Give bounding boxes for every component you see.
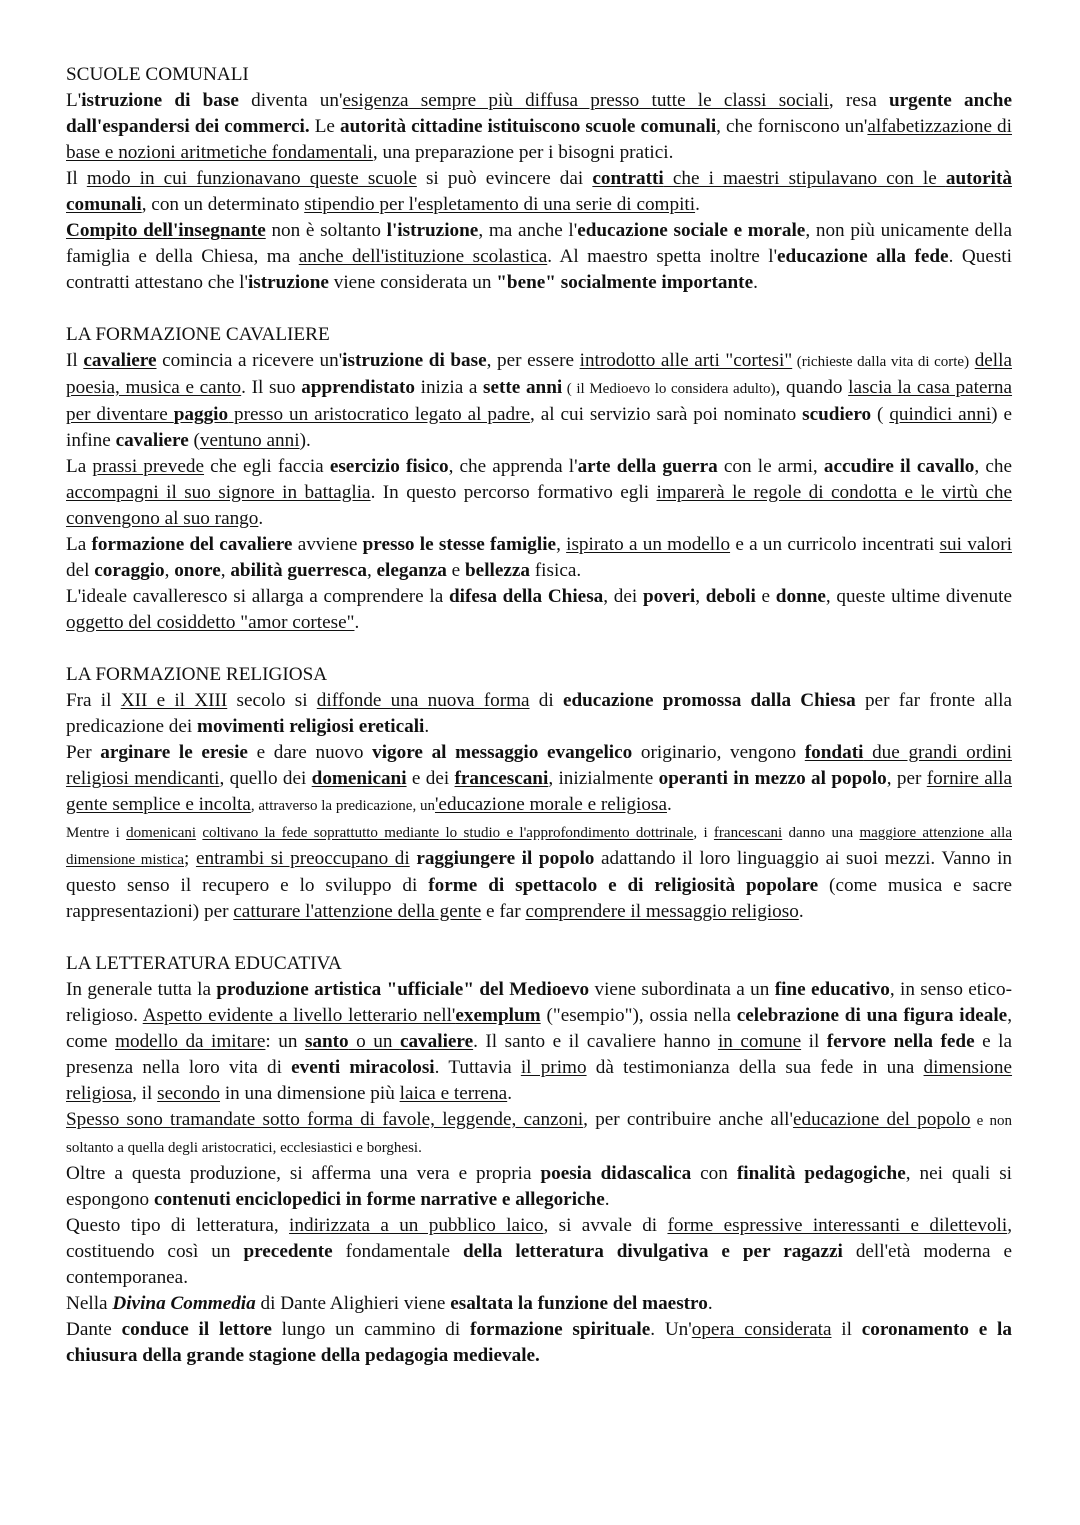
- text-run: L'ideale cavalleresco si allarga a comprendere la: [66, 586, 449, 607]
- text-run: lungo un cammino di: [271, 1319, 470, 1340]
- text-run: L': [66, 90, 82, 111]
- text-run: della poesia, musica e canto: [66, 350, 1012, 398]
- text-run: , i: [693, 825, 714, 841]
- text-run: dimensione religiosa: [66, 1057, 1013, 1104]
- text-run: . Il suo: [241, 377, 302, 398]
- text-run: per far fronte alla predicazione dei: [66, 690, 1012, 737]
- text-run: fervore nella fede: [826, 1031, 975, 1052]
- text-run: forme espressive interessanti e dilettevoli: [667, 1215, 1008, 1236]
- text-run: ) e infine: [66, 404, 1012, 451]
- text-run: esigenza sempre più diffusa presso tutte le classi sociali: [342, 90, 829, 111]
- text-run: Questo tipo di letteratura,: [66, 1215, 290, 1236]
- text-run: santo: [304, 1031, 349, 1052]
- text-run: : un: [265, 1031, 305, 1052]
- text-run: e: [446, 560, 465, 581]
- text-run: . Tuttavia: [434, 1057, 521, 1078]
- text-run: quindici anni: [889, 404, 992, 425]
- text-run: .: [798, 901, 804, 922]
- paragraph: [66, 88, 1012, 166]
- text-run: , che apprenda l': [448, 456, 578, 477]
- text-run: , costituendo così un: [66, 1215, 1012, 1262]
- text-run: , per: [886, 768, 927, 789]
- text-run: scudiero: [802, 404, 872, 425]
- text-run: Il: [66, 350, 84, 371]
- text-run: Spesso sono tramandate sotto forma di favole, leggende, canzoni: [66, 1109, 584, 1130]
- text-run: dà testimonianza della sua fede in una: [586, 1057, 924, 1078]
- text-run: operanti in mezzo al popolo: [658, 768, 887, 789]
- text-run: onore: [174, 560, 221, 581]
- text-run: , resa: [828, 90, 889, 111]
- text-run: francescani: [713, 825, 783, 841]
- text-run: , si avvale di: [543, 1215, 668, 1236]
- text-run: adattando il loro linguaggio ai suoi mezzi. Vanno in questo senso il recupero e lo sviluppo di: [66, 848, 1013, 896]
- text-run: educazione sociale e morale: [577, 220, 806, 241]
- section-heading: LA FORMAZIONE RELIGIOSA: [66, 664, 328, 685]
- text-run: fisica.: [530, 560, 582, 581]
- text-run: (: [188, 430, 200, 451]
- text-run: forme di spettacolo e di religiosità popolare: [428, 875, 819, 896]
- text-run: , attraverso la predicazione, un: [250, 798, 435, 814]
- text-run: , in senso etico-religioso.: [66, 979, 1012, 1026]
- text-run: e dare nuovo: [247, 742, 373, 763]
- text-run: accompagni il suo signore in battaglia: [66, 482, 371, 503]
- text-run: secolo si: [227, 690, 317, 711]
- text-run: deboli: [705, 586, 756, 607]
- text-run: in una dimensione più: [220, 1083, 400, 1104]
- text-run: eleganza: [376, 560, 447, 581]
- text-run: ,: [556, 534, 567, 555]
- text-run: produzione artistica "ufficiale" del: [216, 979, 510, 1000]
- text-run: coronamento e la chiusura della grande stagione della pedagogia medievale.: [66, 1319, 1012, 1366]
- text-run: sette anni: [483, 377, 563, 398]
- text-run: eventi miracolosi: [291, 1057, 435, 1078]
- text-run: e a un curricolo incentrati: [730, 534, 940, 555]
- text-run: presso le stesse famiglie: [362, 534, 557, 555]
- text-run: ,: [220, 560, 231, 581]
- text-run: di: [529, 690, 563, 711]
- text-run: comincia a ricevere un': [156, 350, 343, 371]
- text-run: esaltata la funzione del maestro: [450, 1293, 708, 1314]
- text-run: e: [755, 586, 776, 607]
- text-run: . Un': [650, 1319, 692, 1340]
- text-run: poesia didascalica: [540, 1163, 692, 1184]
- text-run: educazione promossa dalla Chiesa: [562, 690, 856, 711]
- text-run: cavaliere: [115, 430, 189, 451]
- paragraph: [66, 1213, 1012, 1291]
- text-run: viene considerata un: [328, 272, 497, 293]
- text-run: movimenti religiosi ereticali: [197, 716, 425, 737]
- text-run: domenicani: [311, 768, 407, 789]
- text-run: introdotto alle arti "cortesi": [579, 350, 793, 371]
- text-run: Divina Commedia: [112, 1293, 256, 1314]
- text-run: , al cui servizio sarà poi nominato: [530, 404, 803, 425]
- text-run: e dei: [406, 768, 455, 789]
- text-run: con: [691, 1163, 737, 1184]
- text-run: in comune: [717, 1031, 802, 1052]
- text-run: cavaliere: [83, 350, 157, 371]
- text-run: contratti: [592, 168, 664, 189]
- text-run: educazione alla fede: [777, 246, 949, 267]
- text-run: paggio: [173, 404, 229, 425]
- text-run: coraggio: [94, 560, 165, 581]
- text-run: modo in cui funzionavano queste scuole: [86, 168, 417, 189]
- text-run: del: [66, 560, 95, 581]
- text-run: il: [801, 1031, 827, 1052]
- text-run: (come musica e sacre rappresentazioni) per: [66, 875, 1013, 922]
- paragraph: [66, 819, 1012, 925]
- text-run: .: [753, 272, 758, 293]
- text-run: . Al maestro spetta inoltre l': [547, 246, 778, 267]
- text-run: , queste ultime divenute: [825, 586, 1012, 607]
- text-run: autorità comunali: [66, 168, 1012, 215]
- text-run: Nella: [66, 1293, 113, 1314]
- text-run: esercizio fisico: [329, 456, 449, 477]
- paragraph: [66, 688, 1012, 740]
- text-run: alfabetizzazione di base e nozioni aritmetiche fondamentali: [66, 116, 1012, 163]
- text-run: celebrazione di una figura ideale: [736, 1005, 1008, 1026]
- text-run: ).: [299, 430, 311, 451]
- text-run: prassi prevede: [92, 456, 205, 477]
- text-run: si può evincere dai: [416, 168, 593, 189]
- text-run: .: [354, 612, 360, 633]
- text-run: originario, vengono: [632, 742, 805, 763]
- text-run: , non più unicamente della famiglia e della Chiesa, ma: [66, 220, 1012, 267]
- text-run: Oltre a questa produzione, si afferma una vera e propria: [66, 1163, 541, 1184]
- text-run: o un: [348, 1031, 400, 1052]
- text-run: ,: [366, 560, 377, 581]
- text-run: l'istruzione: [386, 220, 479, 241]
- text-run: presso un aristocratico legato al padre: [228, 404, 530, 425]
- text-run: bellezza: [465, 560, 530, 581]
- section-heading: LA LETTERATURA EDUCATIVA: [66, 953, 342, 974]
- text-run: vigore al messaggio evangelico: [372, 742, 633, 763]
- text-run: donne: [775, 586, 826, 607]
- text-run: due grandi ordini religiosi mendicanti: [66, 742, 1012, 789]
- text-run: finalità pedagogiche: [736, 1163, 906, 1184]
- text-run: educazione del popolo: [792, 1109, 971, 1130]
- text-run: , che: [974, 456, 1012, 477]
- text-run: cavaliere: [399, 1031, 474, 1052]
- text-run: Compito dell'insegnante: [66, 220, 266, 241]
- text-run: XII e il XIII: [120, 690, 228, 711]
- text-run: fine educativo: [774, 979, 890, 1000]
- text-run: della letteratura divulgativa e per ragazzi: [462, 1241, 843, 1262]
- text-run: . Questi contratti attestano che l': [66, 246, 1012, 293]
- section-heading: SCUOLE COMUNALI: [66, 64, 249, 85]
- text-run: , ma anche l': [478, 220, 578, 241]
- text-run: non è soltanto: [265, 220, 387, 241]
- text-run: abilità guerresca: [230, 560, 367, 581]
- text-run: Dante: [66, 1319, 122, 1340]
- text-run: fondati: [804, 742, 864, 763]
- text-run: Fra il: [66, 690, 121, 711]
- text-run: Medioevo: [509, 979, 590, 1000]
- text-run: , come: [66, 1005, 1012, 1052]
- text-run: apprendistato: [301, 377, 415, 398]
- text-run: oggetto del cosiddetto "amor cortese": [66, 612, 355, 633]
- text-run: modello da imitare: [115, 1031, 266, 1052]
- text-run: istruzione di base: [342, 350, 487, 371]
- text-run: .: [604, 1189, 610, 1210]
- text-run: domenicani: [126, 825, 197, 841]
- text-run: viene subordinata a un: [589, 979, 775, 1000]
- text-run: sui valori: [939, 534, 1012, 555]
- text-run: .: [695, 194, 700, 215]
- paragraph: [66, 977, 1012, 1107]
- paragraph: [66, 740, 1012, 819]
- text-run: 'educazione morale e religiosa: [434, 794, 667, 815]
- text-run: dell'età moderna e contemporanea.: [66, 1241, 1012, 1288]
- paragraph: [66, 1107, 1012, 1161]
- text-run: , inizialmente: [548, 768, 659, 789]
- text-run: Aspetto evidente a livello letterario nell': [142, 1005, 456, 1026]
- text-run: francescani: [454, 768, 549, 789]
- text-run: conduce il lettore: [121, 1319, 272, 1340]
- text-run: , dei: [603, 586, 643, 607]
- text-run: e far: [481, 901, 526, 922]
- section: [66, 662, 1012, 925]
- text-run: , che forniscono un': [716, 116, 868, 137]
- text-run: , con un determinato: [141, 194, 305, 215]
- text-run: il: [831, 1319, 862, 1340]
- text-run: ( il Medioevo lo considera adulto): [562, 381, 776, 397]
- section: [66, 322, 1012, 636]
- text-run: maggiore attenzione alla dimensione mistica: [66, 825, 1012, 868]
- text-run: , per contribuire anche all': [583, 1109, 793, 1130]
- text-run: .: [507, 1083, 512, 1104]
- text-run: formazione del cavaliere: [91, 534, 293, 555]
- text-run: urgente anche dall'espandersi dei commerci.: [66, 90, 1012, 137]
- text-run: laica e terrena: [399, 1083, 508, 1104]
- text-run: ,: [695, 586, 706, 607]
- text-run: (richieste dalla vita di corte): [792, 354, 970, 370]
- paragraph: [66, 348, 1012, 454]
- text-run: difesa della Chiesa: [448, 586, 604, 607]
- text-run: danno una: [782, 825, 860, 841]
- text-run: .: [707, 1293, 713, 1314]
- text-run: , quello dei: [219, 768, 312, 789]
- text-run: . Il santo e il cavaliere hanno: [473, 1031, 718, 1052]
- text-run: Le: [309, 116, 340, 137]
- text-run: istruzione di base: [81, 90, 239, 111]
- text-run: opera considerata: [691, 1319, 832, 1340]
- paragraph: [66, 532, 1012, 584]
- paragraph: [66, 166, 1012, 218]
- text-run: poveri: [642, 586, 696, 607]
- text-run: catturare l'attenzione della gente: [233, 901, 482, 922]
- text-run: , nei quali si espongono: [66, 1163, 1013, 1210]
- text-run: .: [666, 794, 672, 815]
- text-run: "bene" socialmente importante: [496, 272, 754, 293]
- text-run: coltivano la fede soprattutto mediante lo studio e l'approfondimento dottrinale: [202, 825, 694, 841]
- text-run: il primo: [520, 1057, 587, 1078]
- text-run: ispirato a un modello: [566, 534, 731, 555]
- text-run: accudire il cavallo: [823, 456, 975, 477]
- paragraph: [66, 218, 1012, 296]
- section-heading: LA FORMAZIONE CAVALIERE: [66, 324, 330, 345]
- text-run: che egli faccia: [204, 456, 330, 477]
- text-run: entrambi si preoccupano di: [195, 848, 410, 869]
- text-run: lascia la casa paterna per diventare: [66, 377, 1013, 425]
- text-run: , il: [132, 1083, 158, 1104]
- text-run: fondamentale: [332, 1241, 463, 1262]
- text-run: arte della guerra: [577, 456, 718, 477]
- text-run: arginare le eresie: [100, 742, 248, 763]
- text-run: precedente: [243, 1241, 333, 1262]
- text-run: .: [424, 716, 430, 737]
- text-run: con le armi,: [717, 456, 824, 477]
- paragraph: [66, 584, 1012, 636]
- text-run: ;: [184, 848, 196, 869]
- text-run: ventuno anni: [199, 430, 300, 451]
- text-run: diffonde una nuova forma: [316, 690, 530, 711]
- paragraph: [66, 454, 1012, 532]
- text-run: fornire alla gente semplice e incolta: [66, 768, 1012, 815]
- text-run: indirizzata a un pubblico laico: [289, 1215, 544, 1236]
- text-run: e non soltanto a quella degli aristocratici, ecclesiastici e borghesi.: [66, 1113, 1012, 1156]
- text-run: avviene: [292, 534, 363, 555]
- text-run: inizia a: [414, 377, 484, 398]
- paragraph: [66, 1161, 1012, 1213]
- section: [66, 62, 1012, 296]
- text-run: comprendere il messaggio religioso: [525, 901, 799, 922]
- paragraph: [66, 1291, 1012, 1317]
- text-run: imparerà le regole di condotta e le virtù che convengono al suo rango: [66, 482, 1012, 529]
- text-run: e la presenza nella loro vita di: [66, 1031, 1012, 1078]
- text-run: ,: [164, 560, 175, 581]
- text-run: di Dante Alighieri viene: [255, 1293, 451, 1314]
- text-run: Per: [66, 742, 101, 763]
- text-run: , quando: [775, 377, 849, 398]
- text-run: formazione spirituale: [469, 1319, 651, 1340]
- text-run: ("esempio"), ossia nella: [540, 1005, 737, 1026]
- text-run: diventa un': [238, 90, 343, 111]
- text-run: exemplum: [455, 1005, 541, 1026]
- text-run: . In questo percorso formativo egli: [370, 482, 657, 503]
- text-run: , una preparazione per i bisogni pratici.: [372, 142, 674, 163]
- text-run: In generale tutta la: [66, 979, 217, 1000]
- text-run: (: [871, 404, 890, 425]
- text-run: istruzione: [247, 272, 329, 293]
- paragraph: [66, 1317, 1012, 1369]
- text-run: che i maestri stipulavano con le: [663, 168, 946, 189]
- text-run: anche dell'istituzione scolastica: [298, 246, 548, 267]
- text-run: raggiungere il popolo: [416, 848, 595, 869]
- text-run: Il: [66, 168, 87, 189]
- text-run: La: [66, 534, 92, 555]
- section: [66, 951, 1012, 1369]
- text-run: stipendio per l'espletamento di una serie di compiti: [304, 194, 696, 215]
- text-run: , per essere: [486, 350, 580, 371]
- text-run: contenuti enciclopedici in forme narrative e allegoriche: [153, 1189, 605, 1210]
- text-run: Mentre i: [66, 825, 127, 841]
- text-run: autorità cittadine istituiscono scuole comunali: [339, 116, 717, 137]
- text-run: .: [258, 508, 264, 529]
- text-run: secondo: [157, 1083, 221, 1104]
- text-run: La: [66, 456, 93, 477]
